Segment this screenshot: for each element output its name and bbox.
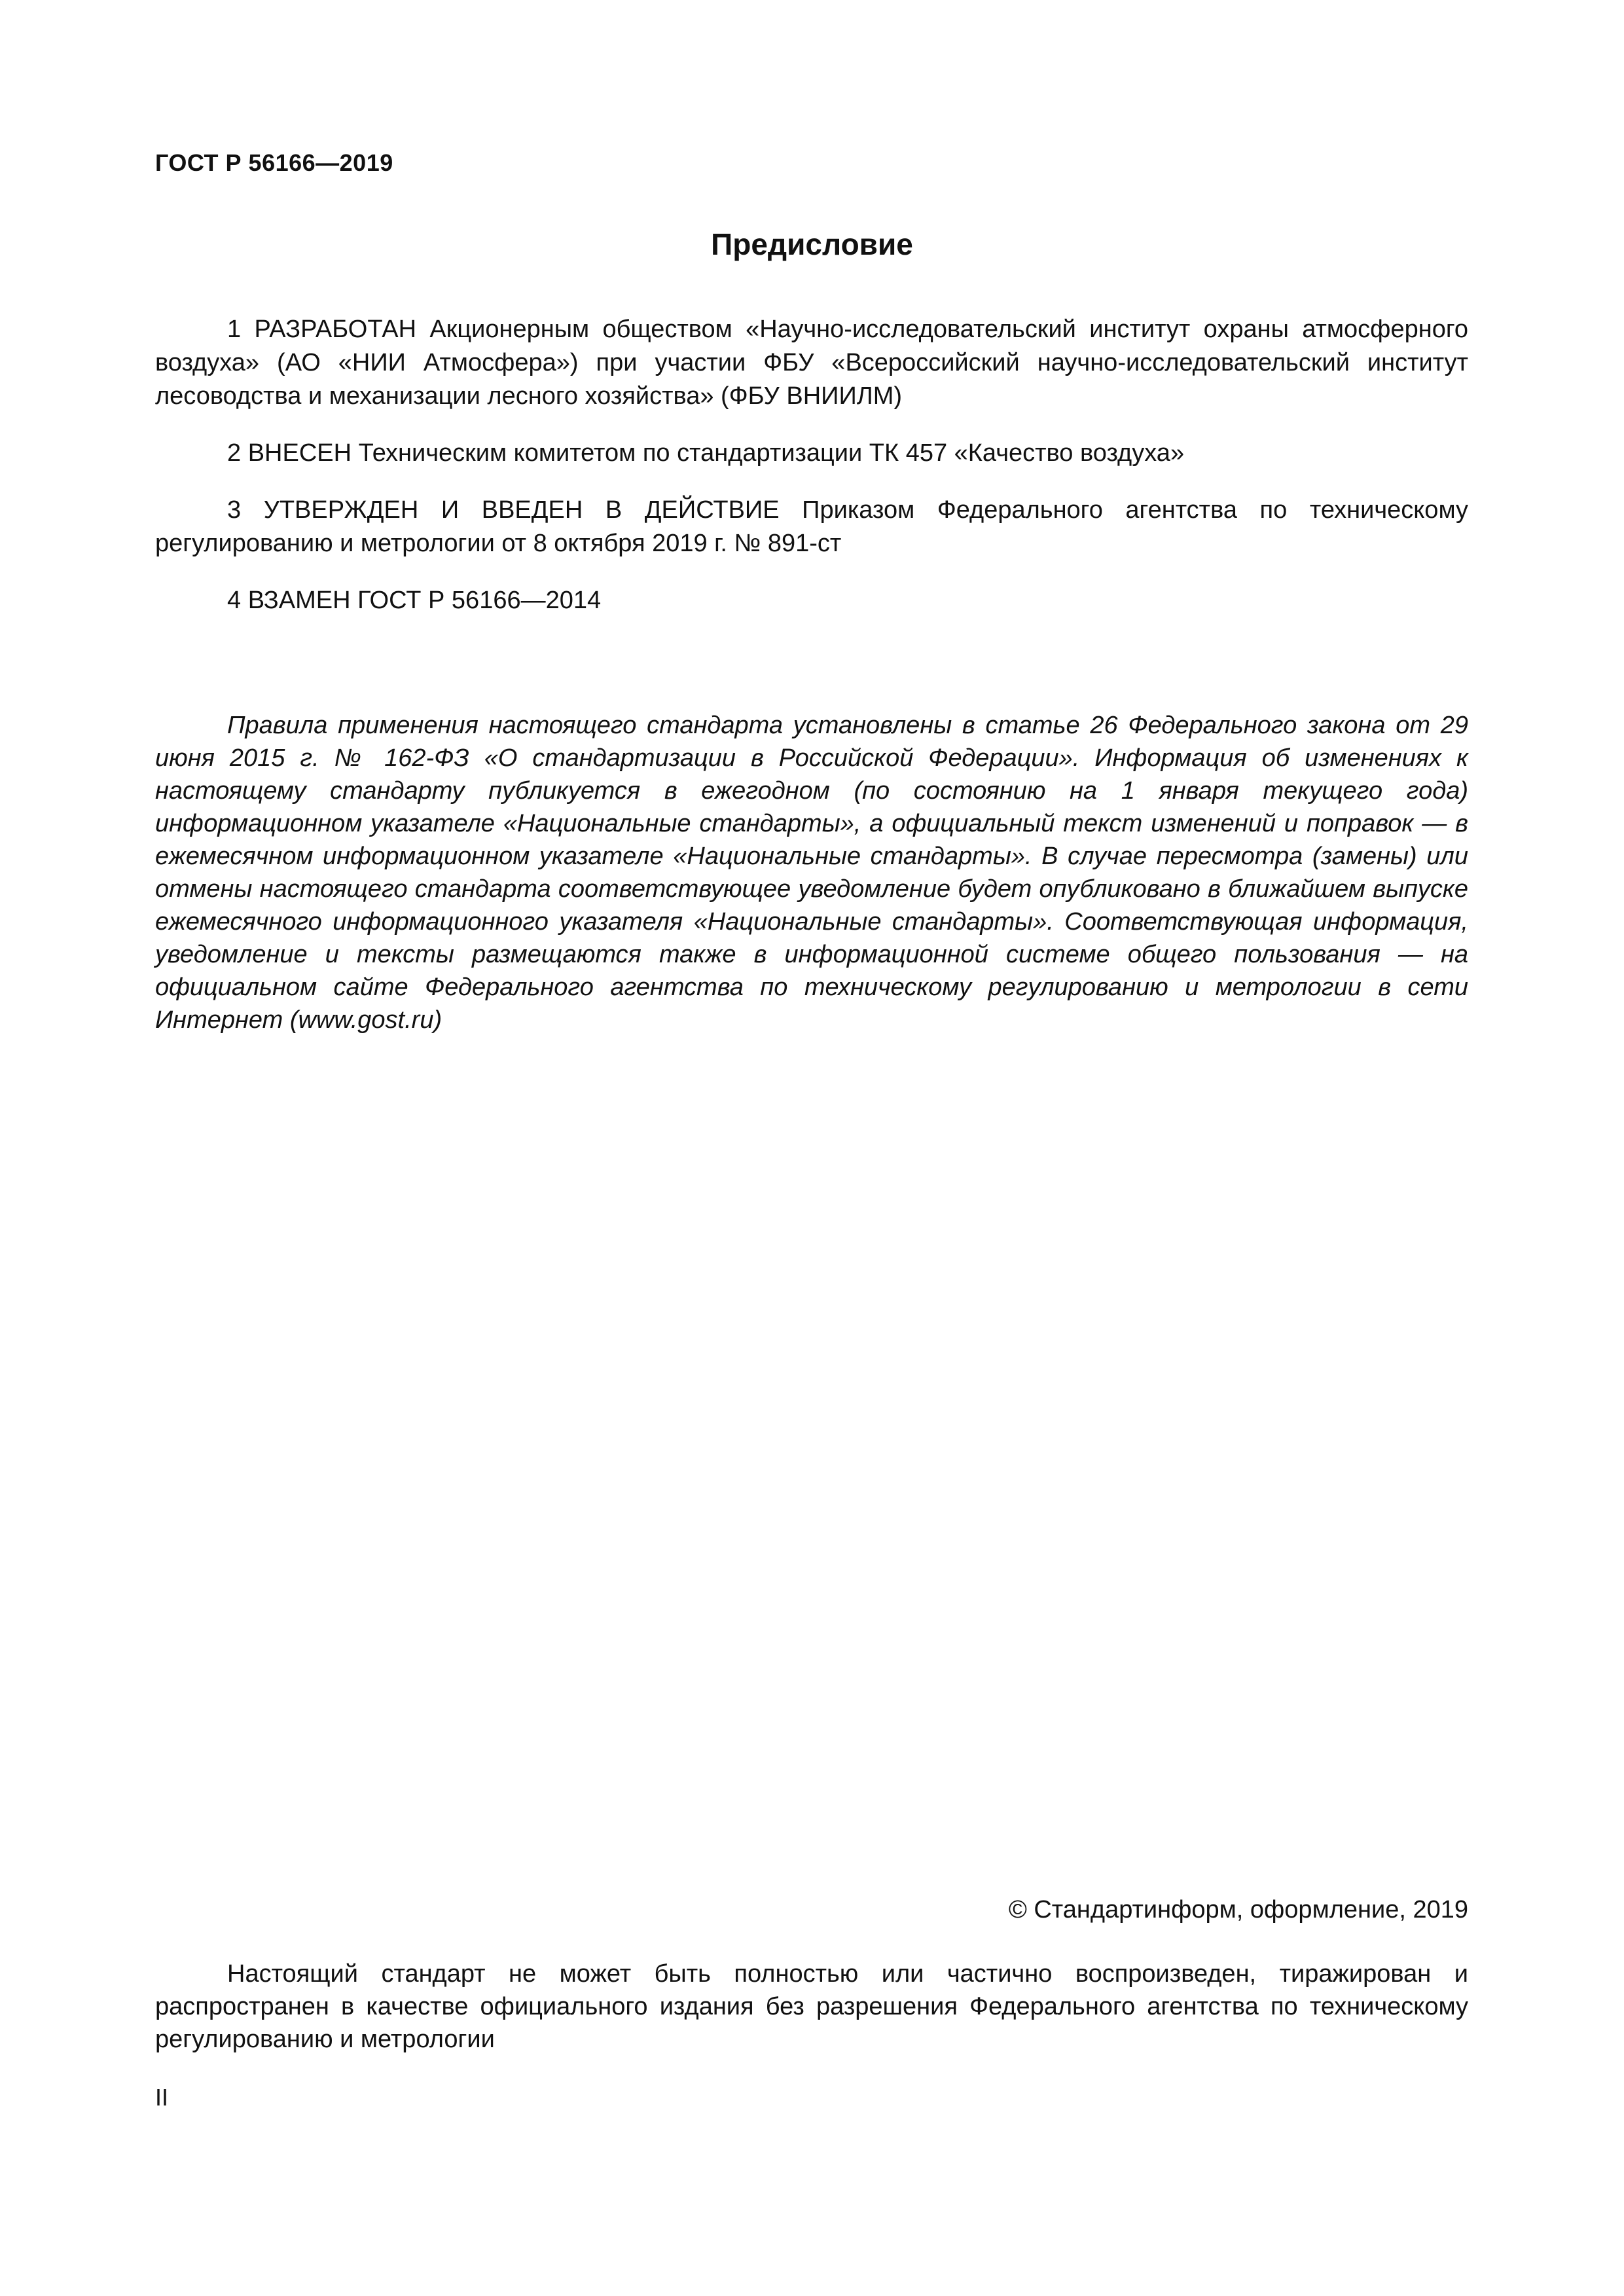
page-title: Предисловие — [711, 227, 913, 261]
document-code: ГОСТ Р 56166—2019 — [155, 149, 393, 176]
foreword-item-introduced: 2 ВНЕСЕН Техническим комитетом по стандартизации ТК 457 «Качество воздуха» — [227, 439, 1185, 467]
foreword-item-replaces: 4 ВЗАМЕН ГОСТ Р 56166—2014 — [227, 587, 602, 614]
reproduction-notice: Настоящий стандарт не может быть полностью или частично воспроизведен, тиражирован и распространен в качестве официального издания без разрешения Федерального агентства по техническому регулированию и метрологии — [155, 1960, 1468, 2053]
copyright-line: © Стандартинформ, оформление, 2019 — [1008, 1896, 1468, 1923]
page-number: II — [155, 2084, 169, 2111]
foreword-item-developed: 1 РАЗРАБОТАН Акционерным обществом «Научно-исследовательский институт охраны атмосферного воздуха» (АО «НИИ Атмосфера») при участии ФБУ «Всероссийский научно-исследовательский институт лесоводства и механизации лесного хозяйства» (ФБУ ВНИИЛМ) — [155, 316, 1468, 410]
application-rules-notice: Правила применения настоящего стандарта установлены в статье 26 Федерального закона от 29 июня 2015 г. № 162-ФЗ «О стандартизации в Российской Федерации». Информация об изменениях к настоящему стандарту публикуется в ежегодном (по состоянию на 1 января текущего года) информационном указателе «Национальные стандарты», а официальный текст изменений и поправок — в ежемесячном информационном указателе «Национальные стандарты». В случае пересмотра (замены) или отмены настоящего стандарта соответствующее уведомление будет опубликовано в ближайшем выпуске ежемесячного информационного указателя «Национальные стандарты». Соответствующая информация, уведомление и тексты размещаются также в информационной системе общего пользования — на официальном сайте Федерального агентства по техническому регулированию и метрологии в сети Интернет (www.gost.ru) — [155, 712, 1468, 1034]
foreword-item-approved: 3 УТВЕРЖДЕН И ВВЕДЕН В ДЕЙСТВИЕ Приказом Федерального агентства по техническому регулированию и метрологии от 8 октября 2019 г. № 891-ст — [155, 496, 1468, 557]
foreword-body — [155, 313, 1468, 641]
